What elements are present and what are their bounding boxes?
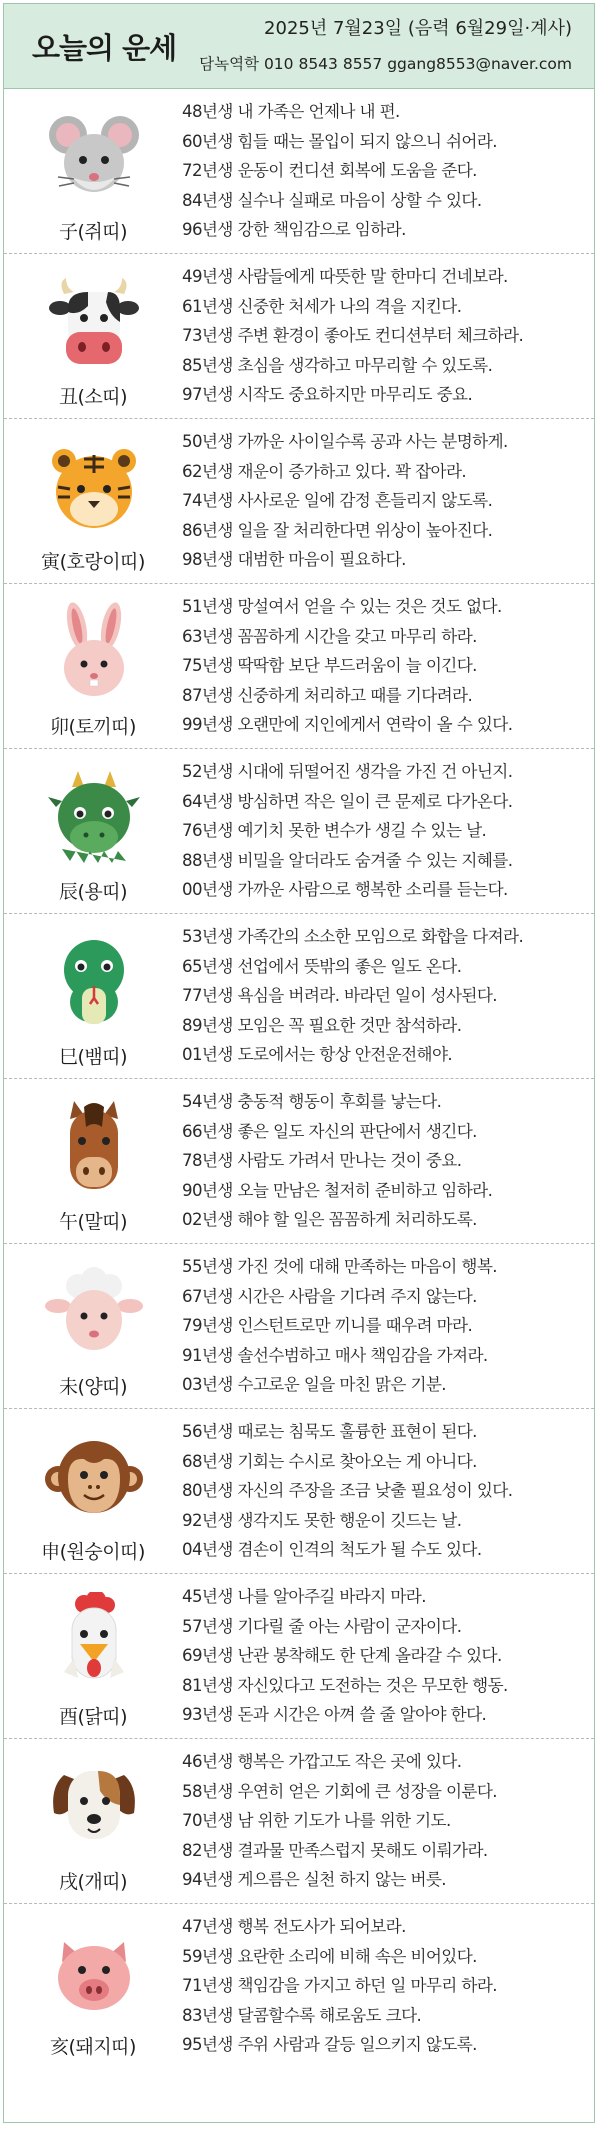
fortune-line: 64년생 방심하면 작은 일이 큰 문제로 다가온다. [182, 791, 513, 811]
zodiac-section-pig [4, 1904, 594, 2069]
fortune-line: 55년생 가진 것에 대해 만족하는 마음이 행복. [182, 1257, 497, 1276]
fortune-line: 60년생 힘들 때는 몰입이 되지 않으니 쉬어라. [182, 131, 497, 151]
fortune-line: 63년생 꼼꼼하게 시간을 갖고 마무리 하라. [182, 626, 477, 646]
fortune-line: 91년생 솔선수범하고 매사 책임감을 가져라. [182, 1345, 488, 1365]
fortune-line: 83년생 달콤할수록 해로움도 크다. [182, 2005, 422, 2025]
zodiac-section-dragon [4, 749, 594, 914]
fortune-line: 56년생 때로는 침묵도 훌륭한 표현이 된다. [182, 1422, 477, 1441]
fortune-line: 45년생 나를 알아주길 바라지 마라. [182, 1587, 426, 1606]
sheep-icon [44, 1262, 144, 1362]
fortune-line: 79년생 인스턴트로만 끼니를 때우려 마라. [182, 1316, 473, 1336]
fortune-line: 02년생 해야 할 일은 꼼꼼하게 처리하도록. [182, 1210, 477, 1230]
fortune-line: 98년생 대범한 마음이 필요하다. [182, 550, 406, 570]
page-title: 오늘의 운세 [32, 31, 177, 65]
fortune-line: 67년생 시간은 사람을 기다려 주지 않는다. [182, 1286, 477, 1306]
horse-icon [44, 1097, 144, 1197]
fortune-line: 88년생 비밀을 알더라도 숨겨줄 수 있는 지혜를. [182, 850, 513, 870]
zodiac-label: 寅(호랑이띠) [41, 551, 145, 573]
fortune-line: 89년생 모임은 꼭 필요한 것만 참석하라. [182, 1015, 462, 1035]
tiger-icon [44, 437, 144, 537]
fortune-line: 46년생 행복은 가깝고도 작은 곳에 있다. [182, 1752, 462, 1771]
fortune-line: 50년생 가까운 사이일수록 공과 사는 분명하게. [182, 432, 508, 451]
zodiac-label: 酉(닭띠) [58, 1706, 128, 1728]
fortune-line: 54년생 충동적 행동이 후회를 낳는다. [182, 1092, 442, 1111]
zodiac-section-tiger [4, 419, 594, 584]
dragon-icon [44, 767, 144, 867]
fortune-line: 95년생 주위 사람과 갈등 일으키지 않도록. [182, 2035, 477, 2055]
zodiac-label: 卯(토끼띠) [50, 716, 136, 738]
fortune-line: 86년생 일을 잘 처리한다면 위상이 높아진다. [182, 520, 493, 540]
fortune-line: 69년생 난관 봉착해도 한 단계 올라갈 수 있다. [182, 1646, 502, 1666]
fortune-line: 61년생 신중한 처세가 나의 격을 지킨다. [182, 296, 462, 316]
zodiac-section-sheep [4, 1244, 594, 1409]
fortune-line: 72년생 운동이 컨디션 회복에 도움을 준다. [182, 161, 477, 181]
fortune-line: 74년생 사사로운 일에 감정 흔들리지 않도록. [182, 491, 493, 511]
zodiac-section-rabbit [4, 584, 594, 749]
zodiac-section-snake [4, 914, 594, 1079]
fortune-line: 81년생 자신있다고 도전하는 것은 무모한 행동. [182, 1675, 508, 1695]
fortune-line: 90년생 오늘 만남은 철저히 준비하고 임하라. [182, 1180, 493, 1200]
zodiac-section-rooster [4, 1574, 594, 1739]
fortune-line: 52년생 시대에 뒤떨어진 생각을 가진 건 아닌지. [182, 762, 513, 781]
fortune-line: 77년생 욕심을 버려라. 바라던 일이 성사된다. [182, 986, 497, 1006]
zodiac-section-horse [4, 1079, 594, 1244]
fortune-line: 00년생 가까운 사람으로 행복한 소리를 듣는다. [182, 880, 508, 900]
fortune-line: 51년생 망설여서 얻을 수 있는 것은 것도 없다. [182, 597, 502, 616]
fortune-line: 01년생 도로에서는 항상 안전운전해야. [182, 1045, 453, 1065]
zodiac-section-dog [4, 1739, 594, 1904]
fortune-line: 57년생 기다릴 줄 아는 사람이 군자이다. [182, 1616, 462, 1636]
fortune-line: 59년생 요란한 소리에 비해 속은 비어있다. [182, 1946, 477, 1966]
fortune-line: 92년생 생각지도 못한 행운이 깃드는 날. [182, 1510, 462, 1530]
fortune-line: 76년생 예기치 못한 변수가 생길 수 있는 날. [182, 821, 487, 841]
fortune-line: 80년생 자신의 주장을 조금 낮출 필요성이 있다. [182, 1481, 513, 1501]
fortune-line: 71년생 책임감을 가지고 하던 일 마무리 하라. [182, 1976, 497, 1996]
fortune-line: 82년생 결과물 만족스럽지 못해도 이뤄가라. [182, 1840, 488, 1860]
snake-icon [44, 932, 144, 1032]
contact-line: 담녹역학 010 8543 8557 ggang8553@naver.com [199, 55, 572, 73]
date-line: 2025년 7월23일 (음력 6월29일·계사) [264, 18, 572, 39]
fortune-line: 62년생 재운이 증가하고 있다. 꽉 잡아라. [182, 461, 467, 481]
ox-icon [44, 272, 144, 372]
fortune-line: 78년생 사람도 가려서 만나는 것이 중요. [182, 1151, 462, 1171]
header [4, 4, 594, 89]
fortune-line: 04년생 겸손이 인격의 척도가 될 수도 있다. [182, 1540, 482, 1560]
zodiac-label: 申(원숭이띠) [41, 1541, 145, 1563]
fortune-line: 03년생 수고로운 일을 마친 맑은 기분. [182, 1375, 446, 1395]
fortune-line: 75년생 딱딱함 보단 부드러움이 늘 이긴다. [182, 656, 477, 676]
fortune-line: 47년생 행복 전도사가 되어보라. [182, 1917, 406, 1936]
fortune-line: 87년생 신중하게 처리하고 때를 기다려라. [182, 685, 473, 705]
zodiac-label: 戌(개띠) [58, 1871, 128, 1893]
fortune-line: 65년생 선업에서 뜻밖의 좋은 일도 온다. [182, 956, 462, 976]
fortune-line: 84년생 실수나 실패로 마음이 상할 수 있다. [182, 190, 482, 210]
zodiac-label: 巳(뱀띠) [58, 1046, 128, 1068]
zodiac-label: 亥(돼지띠) [50, 2036, 136, 2058]
fortune-line: 73년생 주변 환경이 좋아도 컨디션부터 체크하라. [182, 326, 524, 346]
rooster-icon [44, 1592, 144, 1692]
zodiac-label: 午(말띠) [58, 1211, 128, 1233]
fortune-line: 97년생 시작도 중요하지만 마무리도 중요. [182, 385, 473, 405]
monkey-icon [44, 1427, 144, 1527]
fortune-line: 99년생 오랜만에 지인에게서 연락이 올 수 있다. [182, 715, 513, 735]
zodiac-label: 子(쥐띠) [58, 221, 128, 243]
zodiac-label: 辰(용띠) [58, 881, 128, 903]
zodiac-section-monkey [4, 1409, 594, 1574]
fortune-line: 49년생 사람들에게 따뜻한 말 한마디 건네보라. [182, 267, 508, 286]
fortune-line: 58년생 우연히 얻은 기회에 큰 성장을 이룬다. [182, 1781, 497, 1801]
rabbit-icon [44, 602, 144, 702]
fortune-line: 93년생 돈과 시간은 아껴 쓸 줄 알아야 한다. [182, 1705, 487, 1725]
zodiac-section-ox [4, 254, 594, 419]
dog-icon [44, 1757, 144, 1857]
zodiac-label: 丑(소띠) [58, 386, 128, 408]
fortune-line: 70년생 남 위한 기도가 나를 위한 기도. [182, 1811, 451, 1831]
rat-icon [44, 107, 144, 207]
pig-icon [44, 1922, 144, 2022]
fortune-line: 68년생 기회는 수시로 찾아오는 게 아니다. [182, 1451, 477, 1471]
zodiac-section-rat [4, 89, 594, 254]
fortune-line: 85년생 초심을 생각하고 마무리할 수 있도록. [182, 355, 493, 375]
fortune-line: 53년생 가족간의 소소한 모임으로 화합을 다져라. [182, 927, 524, 946]
fortune-line: 94년생 게으름은 실천 하지 않는 버릇. [182, 1870, 446, 1890]
zodiac-label: 未(양띠) [58, 1376, 128, 1398]
fortune-line: 96년생 강한 책임감으로 임하라. [182, 220, 406, 240]
fortune-line: 66년생 좋은 일도 자신의 판단에서 생긴다. [182, 1121, 477, 1141]
fortune-line: 48년생 내 가족은 언제나 내 편. [182, 102, 400, 121]
